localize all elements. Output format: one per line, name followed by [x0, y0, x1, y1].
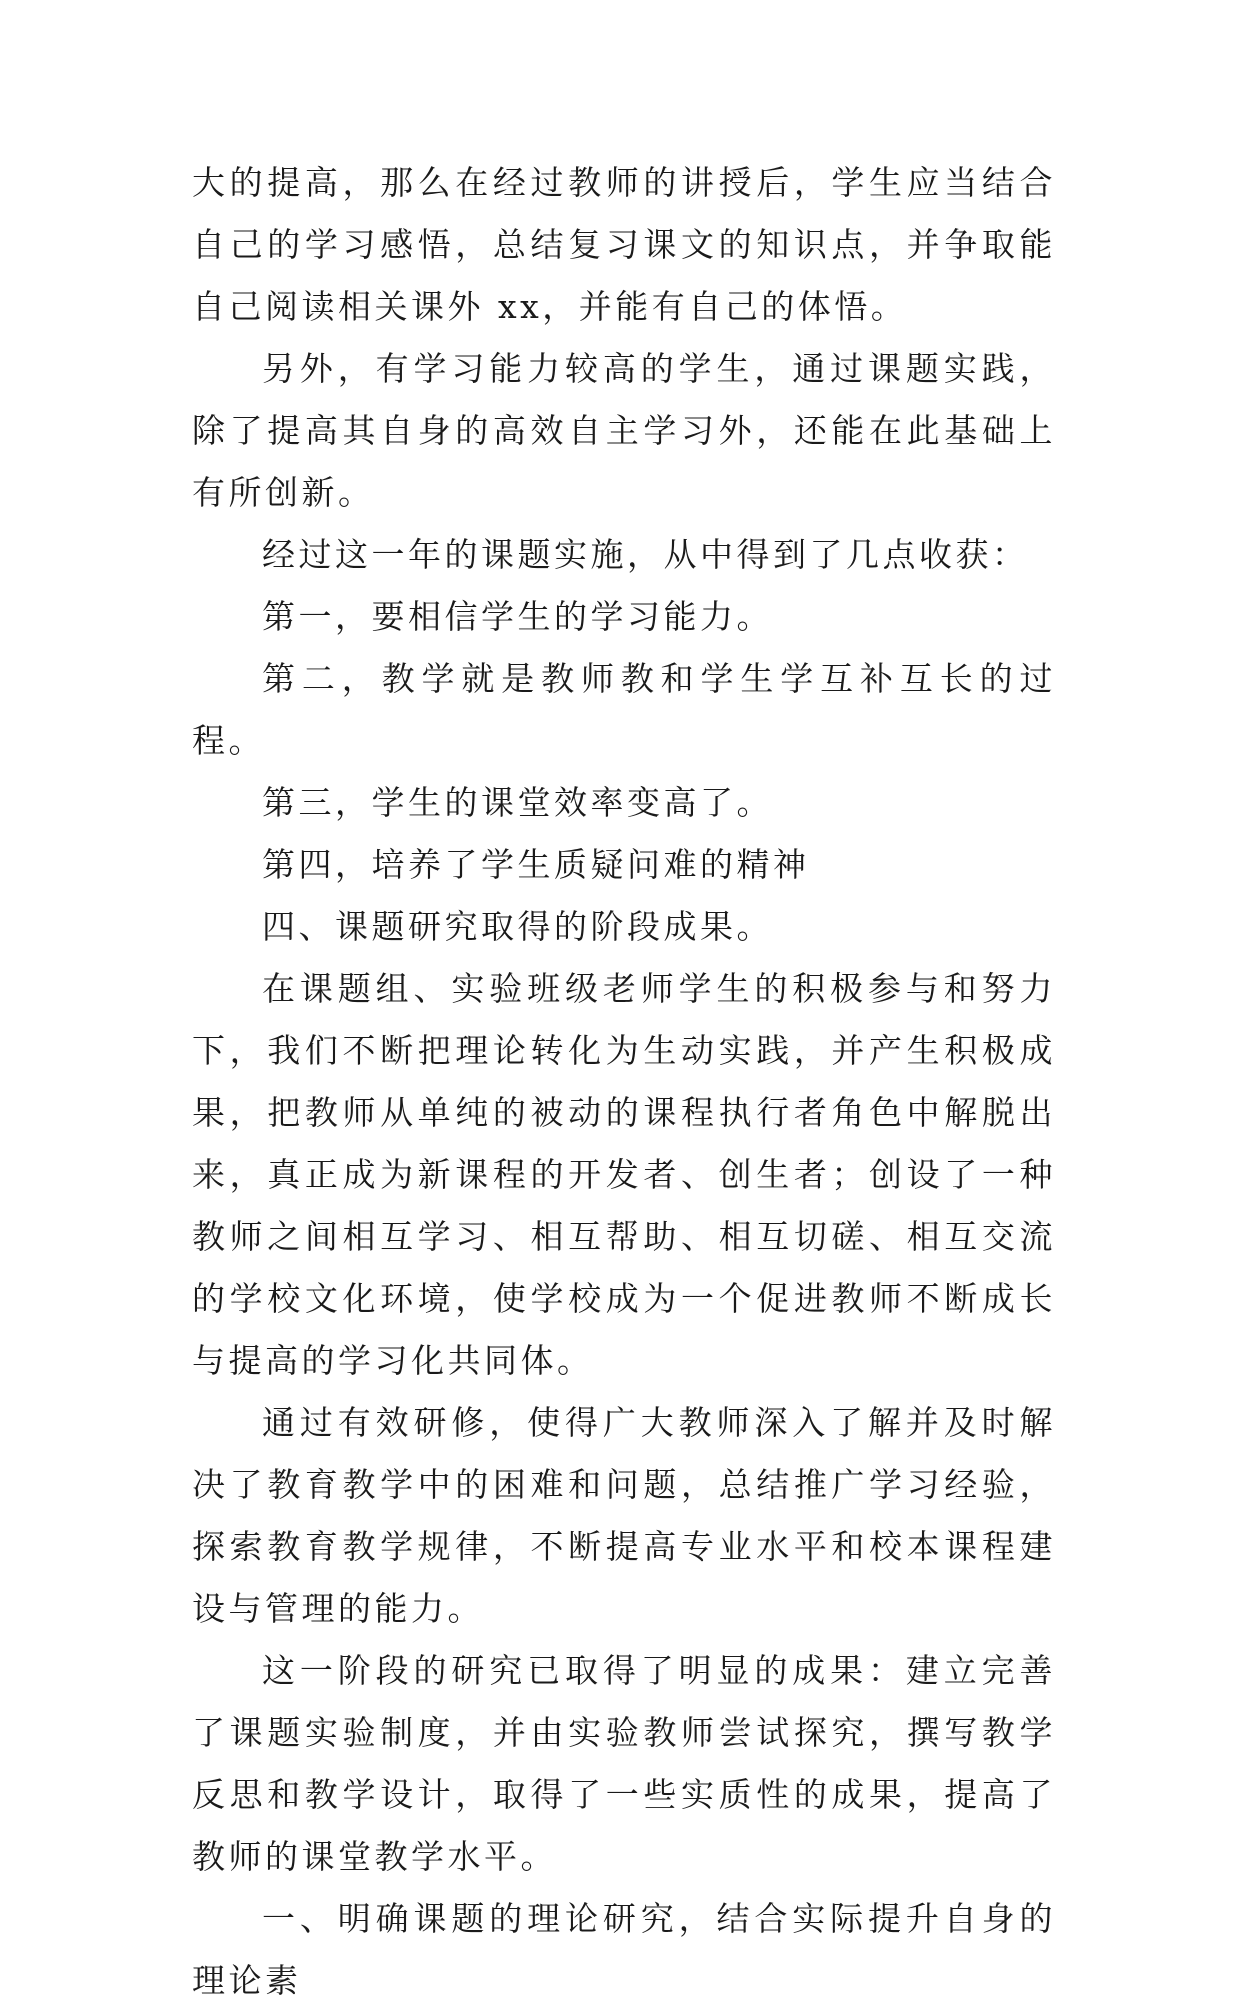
paragraph-12: 一、明确课题的理论研究，结合实际提升自身的理论素	[192, 1899, 1056, 2000]
paragraph-4: 第一，要相信学生的学习能力。	[262, 597, 773, 636]
paragraph-3: 经过这一年的课题实施，从中得到了几点收获：	[262, 535, 1029, 574]
section-heading: 四、课题研究取得的阶段成果。	[262, 907, 773, 946]
paragraph-6: 第三，学生的课堂效率变高了。	[262, 783, 773, 822]
paragraph-1: 大的提高，那么在经过教师的讲授后，学生应当结合自己的学习感悟，总结复习课文的知识点，并争取能自己阅读相关课外 xx，并能有自己的体悟。	[192, 163, 1056, 326]
paragraph-2: 另外，有学习能力较高的学生，通过课题实践，除了提高其自身的高效自主学习外，还能在此基础上有所创新。	[192, 349, 1056, 512]
paragraph-9: 在课题组、实验班级老师学生的积极参与和努力下，我们不断把理论转化为生动实践，并产生积极成果，把教师从单纯的被动的课程执行者角色中解脱出来，真正成为新课程的开发者、创生者；创设了一种教师之间相互学习、相互帮助、相互切磋、相互交流的学校文化环境，使学校成为一个促进教师不断成长与提高的学习化共同体。	[192, 969, 1056, 1380]
paragraph-7: 第四，培养了学生质疑问难的精神	[262, 845, 810, 884]
paragraph-11: 这一阶段的研究已取得了明显的成果：建立完善了课题实验制度，并由实验教师尝试探究，撰写教学反思和教学设计，取得了一些实质性的成果，提高了教师的课堂教学水平。	[192, 1651, 1056, 1876]
paragraph-5: 第二，教学就是教师教和学生学互补互长的过程。	[192, 659, 1056, 760]
document-body	[192, 152, 1056, 2012]
paragraph-10: 通过有效研修，使得广大教师深入了解并及时解决了教育教学中的困难和问题，总结推广学习经验，探索教育教学规律，不断提高专业水平和校本课程建设与管理的能力。	[192, 1403, 1056, 1628]
